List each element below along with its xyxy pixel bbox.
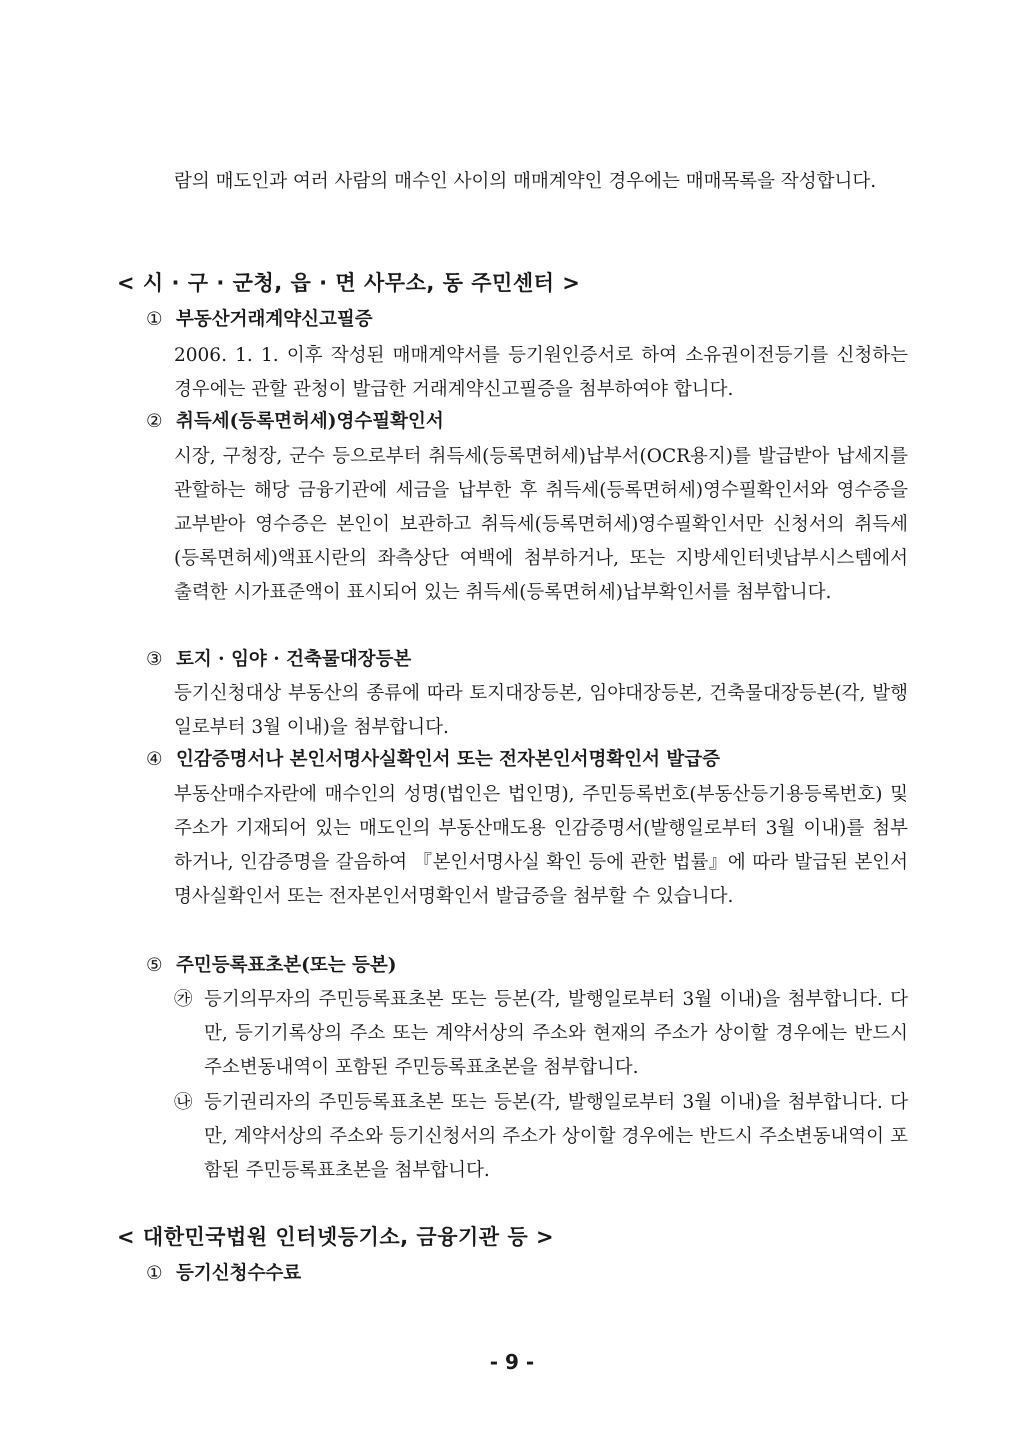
item-title: 인감증명서나 본인서명사실확인서 또는 전자본인서명확인서 발급증: [176, 749, 721, 770]
sub-item-obligee: [174, 1086, 908, 1188]
sub-item-obligor: [174, 983, 908, 1085]
item-heading-registration-fee: [146, 1259, 301, 1289]
item-body-land-register: 등기신청대상 부동산의 종류에 따라 토지대장등본, 임야대장등본, 건축물대장등본(각, 발행일로부터 3월 이내)을 첨부합니다.: [174, 683, 908, 738]
item-heading-resident-registration: [146, 951, 397, 981]
item-title: 취득세(등록면허세)영수필확인서: [176, 411, 444, 432]
item-number: ③: [146, 649, 163, 670]
item-body-seal-certificate: 부동산매수자란에 매수인의 성명(법인은 법인명), 주민등록번호(부동산등기용등록번호) 및 주소가 기재되어 있는 매도인의 부동산매도용 인감증명서(발행일로부터 3월 이내)를 첨부하거나, 인감증명을 갈음하여 『본인서명사실 확인 등에 관한 법률』에 따라 발급된 본인서명사실확인서 또는 전자본인서명확인서 발급증을 첨부할 수 있습니다.: [174, 784, 908, 907]
item-body-acquisition-tax: 시장, 구청장, 군수 등으로부터 취득세(등록면허세)납부서(OCR용지)를 발급받아 납세지를 관할하는 해당 금융기관에 세금을 납부한 후 취득세(등록면허세)영수필확인서와 영수증을 교부받아 영수증은 본인이 보관하고 취득세(등록면허세)영수필확인서만 신청서의 취득세(등록면허세)액표시란의 좌측상단 여백에 첨부하거나, 또는 지방세인터넷납부시스템에서 출력한 시가표준액이 표시되어 있는 취득세(등록면허세)납부확인서를 첨부합니다.: [174, 446, 908, 603]
item-number: ⑤: [146, 955, 163, 976]
item-number: ②: [146, 411, 163, 432]
intro-paragraph: 람의 매도인과 여러 사람의 매수인 사이의 매매계약인 경우에는 매매목록을 작성합니다.: [174, 171, 877, 192]
item-title: 주민등록표초본(또는 등본): [176, 955, 397, 976]
section-heading-local-office: < 시 · 구 · 군청, 읍 · 면 사무소, 동 주민센터 >: [117, 271, 581, 295]
item-heading-land-register: [146, 645, 411, 675]
sub-item-marker: ㉯: [174, 1092, 193, 1113]
item-number: ①: [146, 1263, 163, 1284]
item-body-transaction-report: 2006. 1. 1. 이후 작성된 매매계약서를 등기원인증서로 하여 소유권이전등기를 신청하는 경우에는 관할 관청이 발급한 거래계약신고필증을 첨부하여야 합니다.: [174, 345, 908, 400]
item-title: 토지 · 임야 · 건축물대장등본: [176, 649, 412, 670]
item-number: ①: [146, 309, 163, 330]
item-title: 부동산거래계약신고필증: [176, 309, 373, 330]
item-title: 등기신청수수료: [176, 1263, 302, 1284]
section-heading-internet-registry: < 대한민국법원 인터넷등기소, 금융기관 등 >: [117, 1225, 555, 1249]
item-heading-seal-certificate: [146, 745, 720, 775]
sub-item-text: 등기의무자의 주민등록표초본 또는 등본(각, 발행일로부터 3월 이내)을 첨부합니다. 다만, 등기기록상의 주소 또는 계약서상의 주소와 현재의 주소가 상이할 경우에는 반드시 주소변동내역이 포함된 주민등록표초본을 첨부합니다.: [204, 989, 908, 1078]
sub-item-text: 등기권리자의 주민등록표초본 또는 등본(각, 발행일로부터 3월 이내)을 첨부합니다. 다만, 계약서상의 주소와 등기신청서의 주소가 상이할 경우에는 반드시 주소변동내역이 포함된 주민등록표초본을 첨부합니다.: [204, 1092, 908, 1181]
item-heading-acquisition-tax: [146, 407, 444, 437]
sub-item-marker: ㉮: [174, 989, 193, 1010]
item-number: ④: [146, 749, 163, 770]
item-heading-transaction-report: [146, 305, 373, 335]
page-number: - 9 -: [489, 1350, 535, 1374]
